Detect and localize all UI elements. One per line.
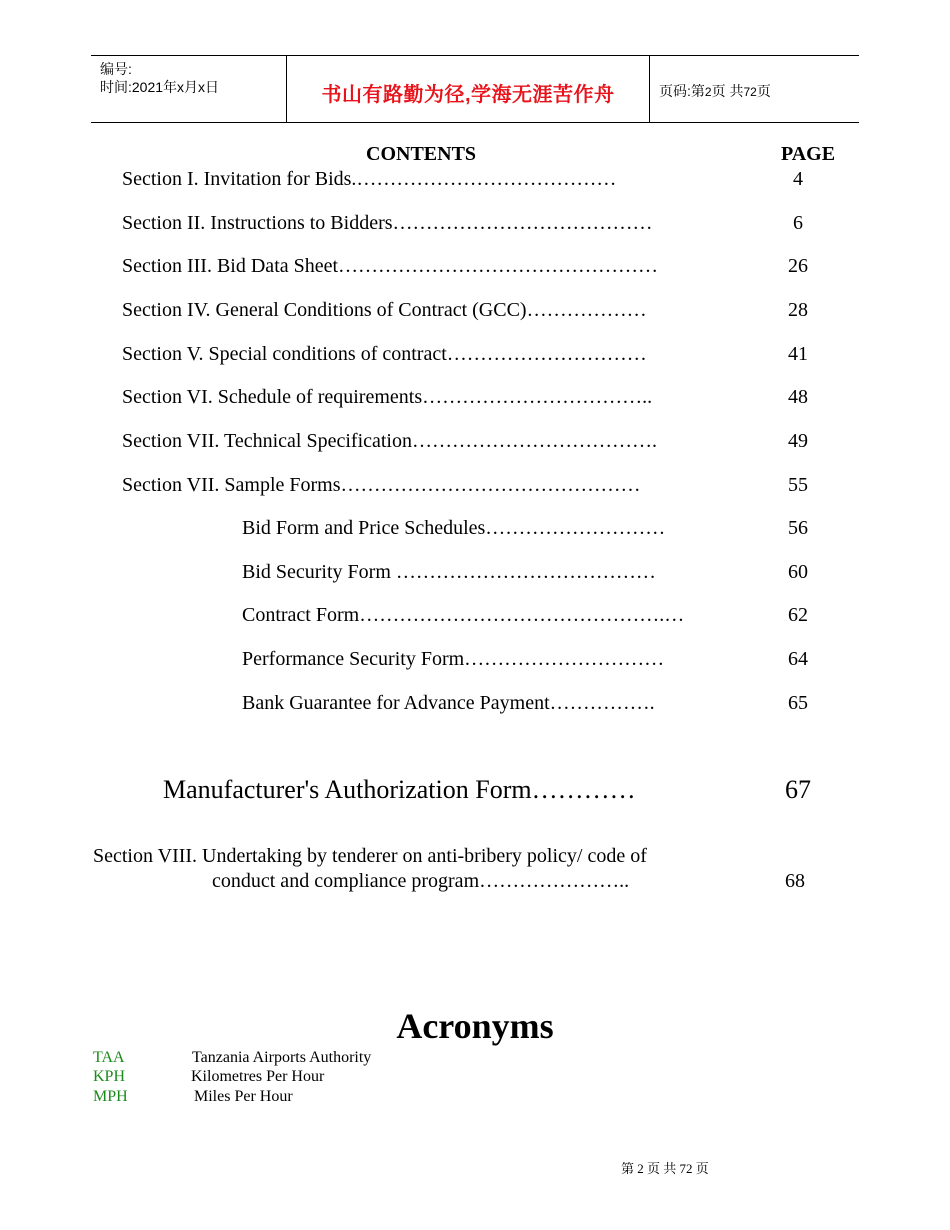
toc-page-section-2: 6	[793, 212, 803, 234]
page-total: 72	[743, 85, 757, 99]
footer-mid: 页 共	[647, 1161, 677, 1176]
acronym-code: KPH	[93, 1068, 126, 1085]
toc-page-section-7-spec: 49	[788, 430, 808, 452]
page-heading: PAGE	[781, 143, 836, 165]
toc-page-section-5: 41	[788, 343, 808, 365]
toc-entry-section-8-line1[interactable]: Section VIII. Undertaking by tenderer on anti-bribery policy/ code of	[93, 845, 647, 867]
contents-heading: CONTENTS	[366, 143, 477, 165]
motto-text: 书山有路勤为径,学海无涯苦作舟	[321, 84, 615, 106]
toc-page-section-6: 48	[788, 386, 808, 408]
toc-page-section-3: 26	[788, 255, 808, 277]
toc-entry-section-8-line2[interactable]: conduct and compliance program…………………..	[212, 870, 630, 892]
header-page-indicator	[659, 81, 771, 101]
acronym-meaning: Miles Per Hour	[194, 1088, 293, 1105]
footer-suffix: 页	[695, 1161, 709, 1176]
toc-entry-section-1[interactable]: Section I. Invitation for Bids.…………………………………	[122, 168, 617, 190]
number-label: 编号:	[100, 61, 132, 77]
page-suffix: 页	[756, 83, 771, 99]
acronyms-title: Acronyms	[396, 1006, 554, 1046]
acronym-meaning: Kilometres Per Hour	[191, 1068, 325, 1085]
toc-page-contract-form: 62	[788, 604, 808, 626]
toc-entry-section-3[interactable]: Section III. Bid Data Sheet…………………………………………	[122, 255, 659, 277]
toc-entry-bid-form[interactable]: Bid Form and Price Schedules………………………	[242, 517, 666, 539]
page-prefix: 页码:第	[659, 83, 705, 99]
toc-page-section-7-forms: 55	[788, 474, 808, 496]
toc-page-manufacturer-authorization: 67	[785, 775, 811, 804]
page-mid: 页 共	[711, 83, 744, 99]
toc-page-bid-security: 60	[788, 561, 808, 583]
footer-page-number: 2	[637, 1161, 644, 1176]
toc-entry-section-2[interactable]: Section II. Instructions to Bidders…………………………………	[122, 212, 653, 234]
footer-prefix: 第	[621, 1161, 635, 1176]
toc-entry-section-6[interactable]: Section VI. Schedule of requirements……………………………..	[122, 386, 653, 408]
time-label: 时间:2021年x月x日	[100, 79, 220, 95]
acronym-code: TAA	[93, 1049, 125, 1066]
toc-entry-bid-security[interactable]: Bid Security Form …………………………………	[242, 561, 656, 583]
toc-entry-section-4[interactable]: Section IV. General Conditions of Contract (GCC)………………	[122, 299, 647, 321]
toc-entry-bank-guarantee[interactable]: Bank Guarantee for Advance Payment…………….	[242, 692, 655, 714]
header-page-cell	[650, 56, 859, 122]
acronym-code: MPH	[93, 1088, 128, 1105]
toc-entry-manufacturer-authorization[interactable]: Manufacturer's Authorization Form…………	[163, 775, 636, 804]
page-header-table	[91, 55, 859, 123]
footer-page-indicator	[621, 1158, 709, 1177]
toc-entry-section-7-forms[interactable]: Section VII. Sample Forms………………………………………	[122, 474, 641, 496]
acronym-meaning: Tanzania Airports Authority	[192, 1049, 372, 1066]
toc-page-bid-form: 56	[788, 517, 808, 539]
toc-entry-performance-security[interactable]: Performance Security Form…………………………	[242, 648, 665, 670]
toc-entry-section-5[interactable]: Section V. Special conditions of contract…………………………	[122, 343, 647, 365]
toc-page-section-8: 68	[785, 870, 805, 892]
toc-entry-section-7-spec[interactable]: Section VII. Technical Specification……………………………….	[122, 430, 657, 452]
toc-entry-contract-form[interactable]: Contract Form……………………………………….…	[242, 604, 685, 626]
toc-page-section-4: 28	[788, 299, 808, 321]
header-meta-cell	[91, 56, 287, 122]
toc-page-bank-guarantee: 65	[788, 692, 808, 714]
toc-page-section-1: 4	[793, 168, 803, 190]
toc-page-performance-security: 64	[788, 648, 808, 670]
page-number: 2	[704, 85, 712, 99]
footer-page-total: 72	[679, 1161, 693, 1176]
header-motto-cell	[287, 56, 650, 122]
